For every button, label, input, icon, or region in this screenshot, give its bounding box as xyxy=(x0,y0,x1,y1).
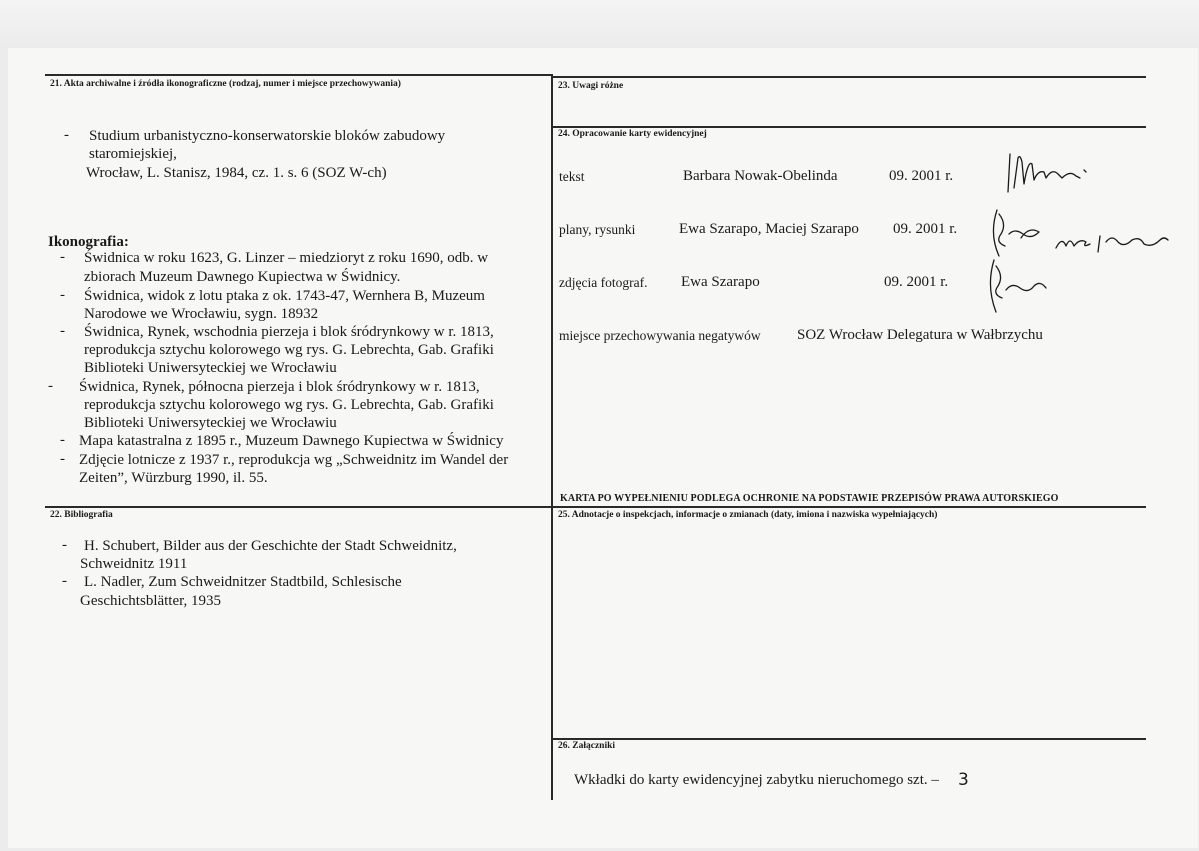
copyright-notice: KARTA PO WYPEŁNIENIU PODLEGA OCHRONIE NA PODSTAWIE PRZEPISÓW PRAWA AUTORSKIEGO xyxy=(560,493,1059,504)
rule-22 xyxy=(45,506,552,508)
row-date-tekst: 09. 2001 r. xyxy=(889,168,954,184)
bibliography-line: Geschichtsblätter, 1935 xyxy=(80,593,222,609)
akta-line: staromiejskiej, xyxy=(89,146,177,162)
bibliography-line: H. Schubert, Bilder aus der Geschichte der Stadt Schweidnitz, xyxy=(84,538,457,554)
center-divider xyxy=(551,74,553,800)
ikono-line: Zdjęcie lotnicze z 1937 r., reprodukcja wg „Schweidnitz im Wandel der xyxy=(79,452,509,468)
list-bullet: - xyxy=(48,378,53,394)
ikono-line: Mapa katastralna z 1895 r., Muzeum Dawnego Kupiectwa w Świdnicy xyxy=(79,433,504,449)
list-bullet: - xyxy=(60,323,65,339)
signature-tekst xyxy=(1000,148,1100,198)
signature-plany-2 xyxy=(1052,222,1172,262)
top-rule-right xyxy=(552,76,1146,78)
negatives-label: miejsce przechowywania negatywów xyxy=(559,328,761,343)
list-bullet: - xyxy=(60,451,65,467)
section-22-title: 22. Bibliografia xyxy=(50,510,113,520)
akta-line: Studium urbanistyczno-konserwatorskie bloków zabudowy xyxy=(89,128,446,144)
ikono-line: Biblioteki Uniwersyteckiej we Wrocławiu xyxy=(84,415,337,431)
ikono-line: Zeiten”, Würzburg 1990, il. 55. xyxy=(79,470,268,486)
list-bullet: - xyxy=(60,249,65,265)
scan-top-margin xyxy=(0,0,1199,48)
ikonografia-heading: Ikonografia: xyxy=(48,234,129,250)
ikono-line: Świdnica w roku 1623, G. Linzer – miedzioryt z roku 1690, odb. w xyxy=(84,250,489,266)
row-date-plany: 09. 2001 r. xyxy=(893,221,958,237)
section-24-title: 24. Opracowanie karty ewidencyjnej xyxy=(558,129,707,139)
rule-25 xyxy=(552,506,1146,508)
signature-plany-1 xyxy=(985,204,1045,264)
list-bullet: - xyxy=(64,127,69,143)
row-author-zdjecia: Ewa Szarapo xyxy=(681,274,760,290)
attachments-count: 3 xyxy=(958,770,969,790)
ikono-line: Świdnica, widok z lotu ptaka z ok. 1743-47, Wernhera B, Muzeum xyxy=(84,288,485,304)
ikono-line: reprodukcja sztychu kolorowego wg rys. G. Lebrechta, Gab. Grafiki xyxy=(84,342,494,358)
row-author-tekst: Barbara Nowak-Obelinda xyxy=(683,168,838,184)
negatives-location: SOZ Wrocław Delegatura w Wałbrzychu xyxy=(797,327,1043,343)
bibliography-line: L. Nadler, Zum Schweidnitzer Stadtbild, Schlesische xyxy=(84,574,402,590)
ikono-line: zbiorach Muzeum Dawnego Kupiectwa w Świdnicy. xyxy=(84,269,401,285)
ikono-line: Biblioteki Uniwersyteckiej we Wrocławiu xyxy=(84,360,337,376)
signature-zdjecia xyxy=(982,256,1052,316)
ikono-line: Świdnica, Rynek, północna pierzeja i blok śródrynkowy w r. 1813, xyxy=(79,379,480,395)
row-date-zdjecia: 09. 2001 r. xyxy=(884,274,949,290)
section-21-title: 21. Akta archiwalne i źródła ikonograficzne (rodzaj, numer i miejsce przechowywania) xyxy=(50,79,401,89)
row-label-plany: plany, rysunki xyxy=(559,222,636,237)
list-bullet: - xyxy=(60,287,65,303)
section-25-title: 25. Adnotacje o inspekcjach, informacje o zmianach (daty, imiona i nazwiska wypełniających) xyxy=(558,510,938,520)
rule-24 xyxy=(552,126,1146,128)
bibliography-line: Schweidnitz 1911 xyxy=(80,556,188,572)
top-rule-left xyxy=(45,74,552,76)
rule-26 xyxy=(552,738,1146,740)
section-23-title: 23. Uwagi różne xyxy=(558,81,624,91)
ikono-line: reprodukcja sztychu kolorowego wg rys. G. Lebrechta, Gab. Grafiki xyxy=(84,397,494,413)
ikono-line: Narodowe we Wrocławiu, sygn. 18932 xyxy=(84,306,319,322)
section-26-title: 26. Załączniki xyxy=(558,741,616,751)
akta-line: Wrocław, L. Stanisz, 1984, cz. 1. s. 6 (SOZ W-ch) xyxy=(86,165,387,181)
row-label-tekst: tekst xyxy=(559,169,585,184)
list-bullet: - xyxy=(62,573,67,589)
row-author-plany: Ewa Szarapo, Maciej Szarapo xyxy=(679,221,859,237)
list-bullet: - xyxy=(62,537,67,553)
attachments-text: Wkładki do karty ewidencyjnej zabytku nieruchomego szt. – xyxy=(574,772,939,788)
list-bullet: - xyxy=(60,432,65,448)
row-label-zdjecia: zdjęcia fotograf. xyxy=(559,275,648,290)
ikono-line: Świdnica, Rynek, wschodnia pierzeja i blok śródrynkowy w r. 1813, xyxy=(84,324,494,340)
